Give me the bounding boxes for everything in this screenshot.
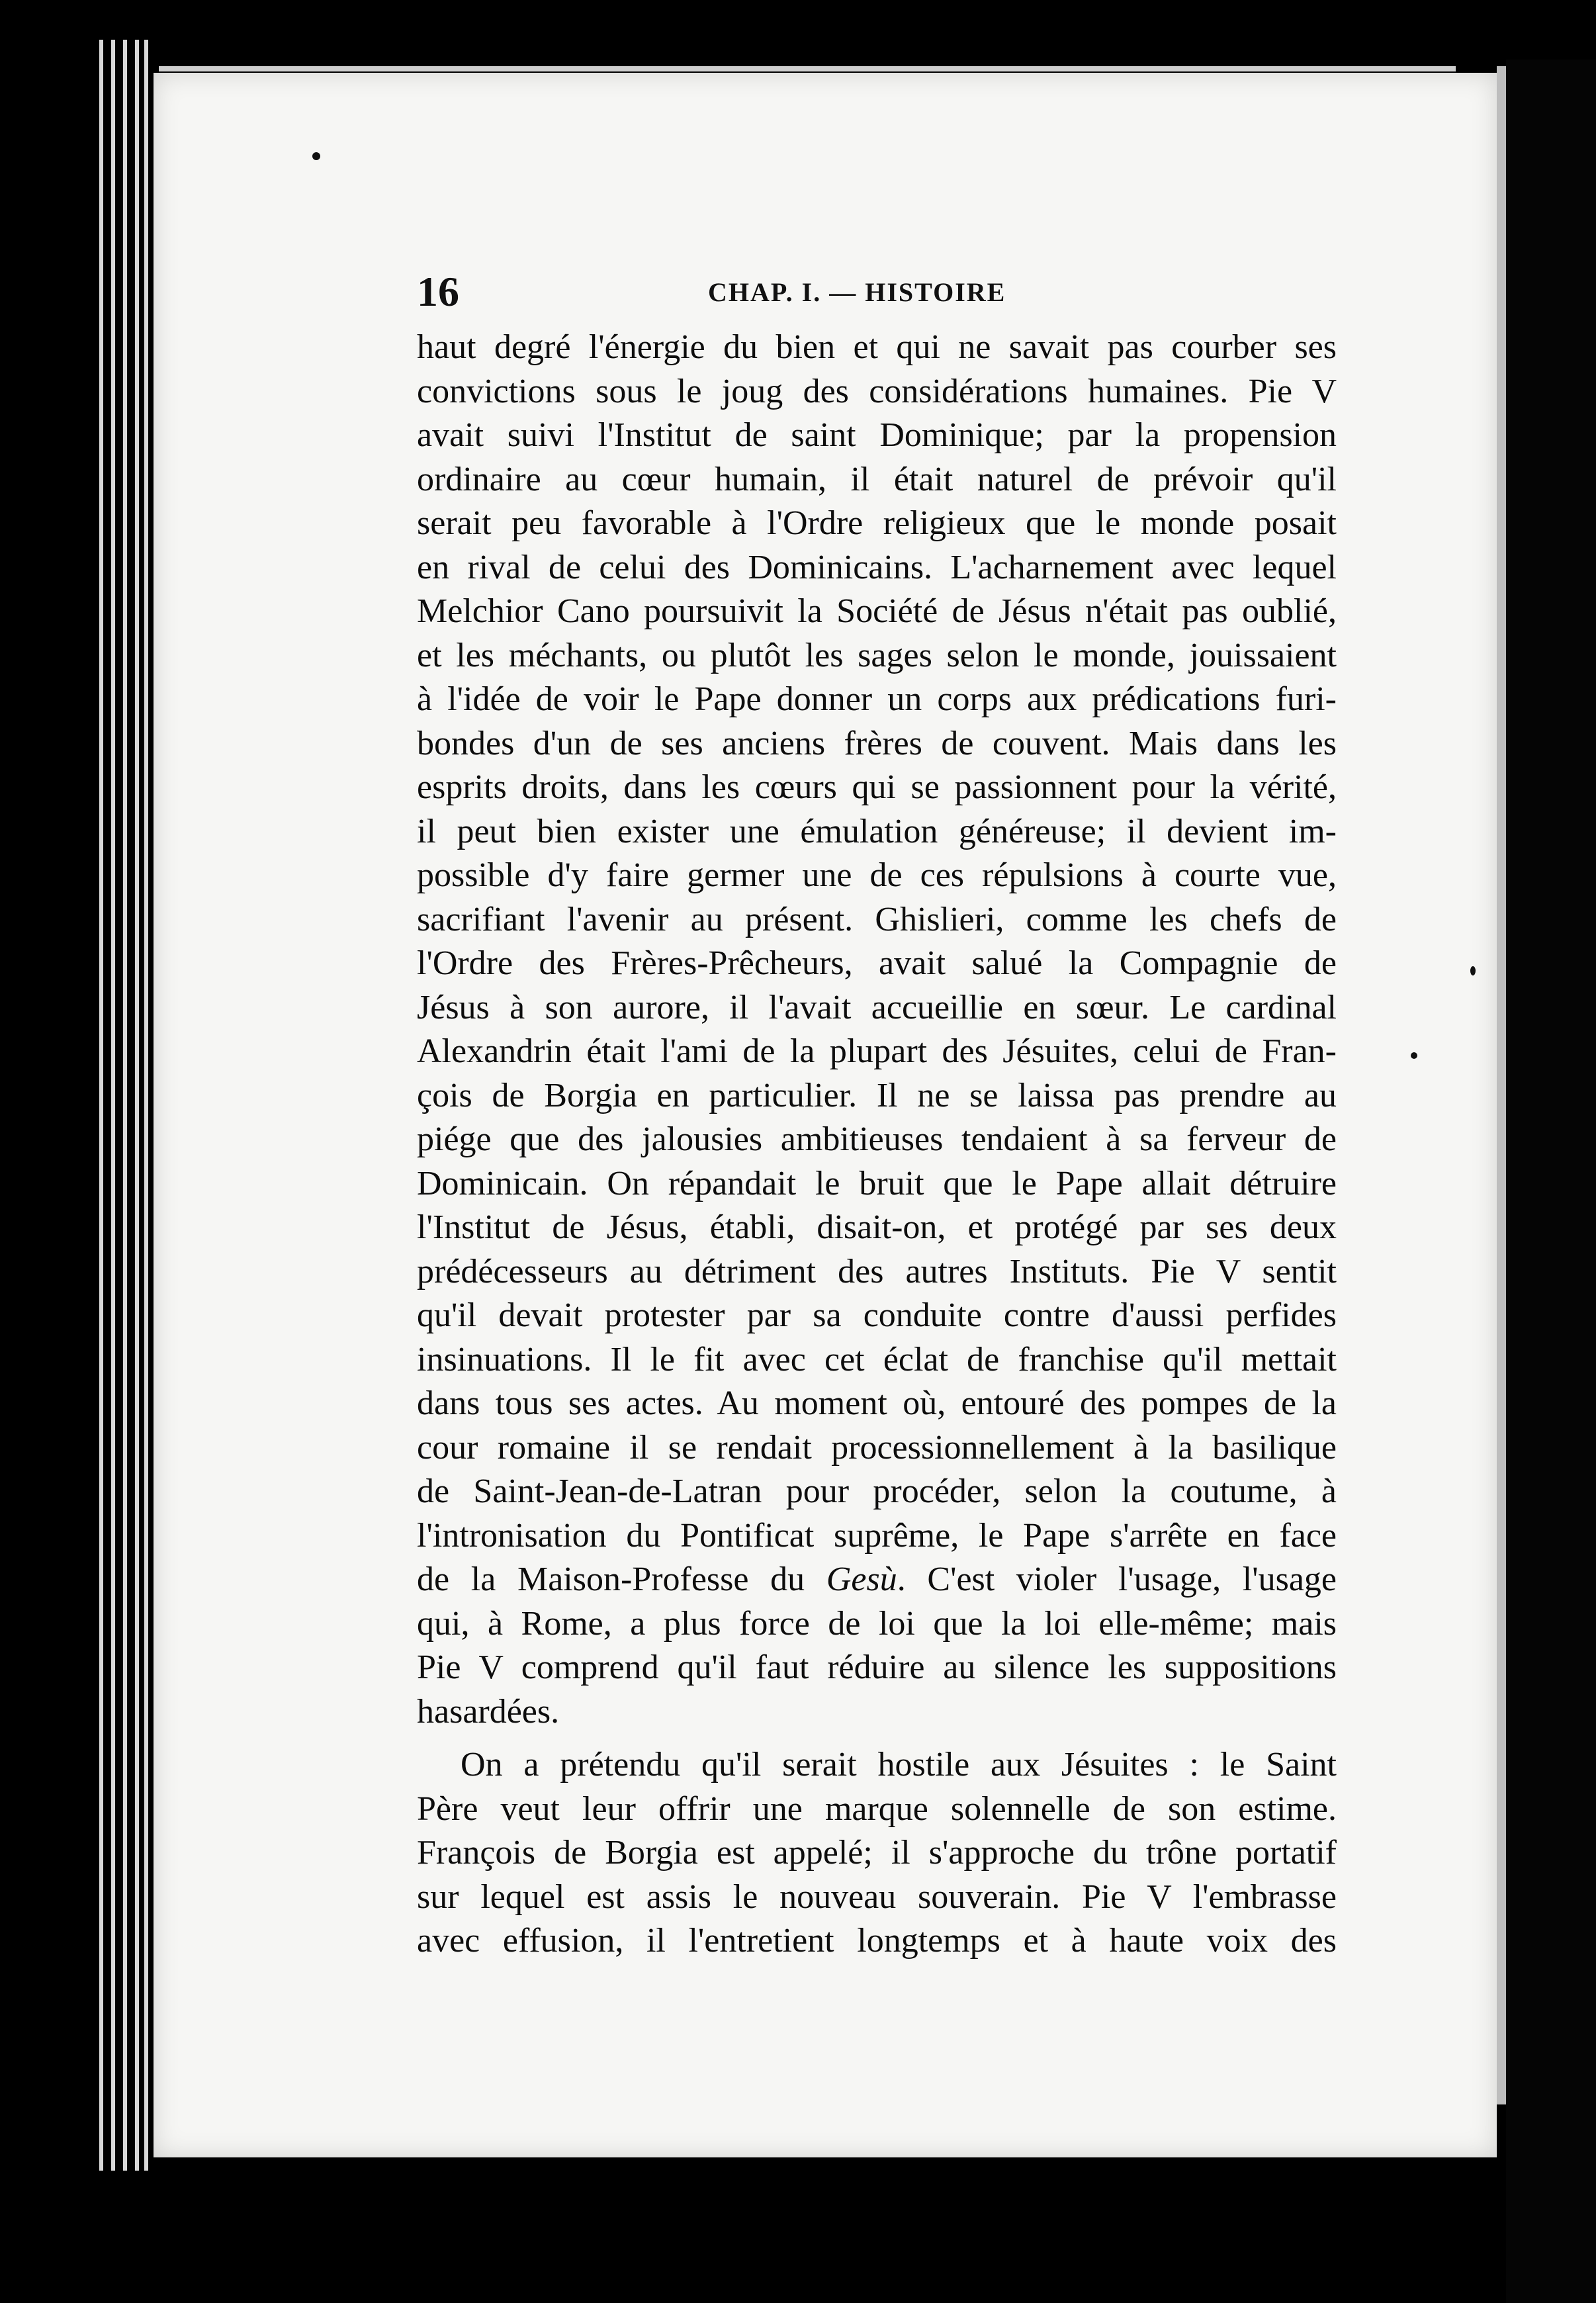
text-line: qui, à Rome, a plus force de loi que la loi elle-même; mais [417, 1604, 1337, 1643]
right-page-edge [1497, 66, 1506, 2104]
text-line: Alexandrin était l'ami de la plupart des Jésuites, celui de Fran- [417, 1032, 1337, 1070]
text-line: esprits droits, dans les cœurs qui se passionnent pour la vérité, [417, 768, 1337, 806]
text-line: çois de Borgia en particulier. Il ne se laissa pas prendre au [417, 1076, 1337, 1114]
text-line: Dominicain. On répandait le bruit que le Pape allait détruire [417, 1164, 1337, 1202]
running-head: CHAP. I. — HISTOIRE [708, 277, 1006, 307]
text-line: de Saint-Jean-de-Latran pour procéder, selon la coutume, à [417, 1472, 1337, 1510]
text-line: l'Ordre des Frères-Prêcheurs, avait salué la Compagnie de [417, 944, 1337, 982]
text-line: à l'idée de voir le Pape donner un corps aux prédications furi- [417, 680, 1337, 718]
text-line: dans tous ses actes. Au moment où, entouré des pompes de la [417, 1384, 1337, 1422]
text-line: cour romaine il se rendait processionnellement à la basilique [417, 1428, 1337, 1467]
text-line: convictions sous le joug des considérations humaines. Pie V [417, 372, 1337, 410]
paragraph-gap [417, 1734, 1337, 1743]
text-line: hasardées. [417, 1692, 560, 1731]
page-edge [144, 40, 148, 2171]
page-edge [135, 40, 139, 2171]
right-dark-margin [1506, 60, 1596, 2303]
text-line: possible d'y faire germer une de ces répulsions à courte vue, [417, 856, 1337, 894]
text-line: qu'il devait protester par sa conduite contre d'aussi perfides [417, 1296, 1337, 1334]
text-line: prédécesseurs au détriment des autres Instituts. Pie V sentit [417, 1252, 1337, 1290]
text-line: sur lequel est assis le nouveau souverain. Pie V l'embrasse [417, 1877, 1337, 1916]
body-text [417, 326, 1337, 1964]
ink-speck [312, 152, 320, 160]
ink-speck [1411, 1052, 1417, 1059]
text-line: Jésus à son aurore, il l'avait accueillie en sœur. Le cardinal [417, 988, 1337, 1026]
text-line: avait suivi l'Institut de saint Dominique; par la propension [417, 416, 1337, 454]
text-line: François de Borgia est appelé; il s'approche du trône portatif [417, 1834, 1337, 1872]
italic-word: Gesù [826, 1560, 897, 1598]
text-line: avec effusion, il l'entretient longtemps et à haute voix des [417, 1922, 1337, 1960]
text-fragment: de la Maison-Professe du [417, 1560, 826, 1598]
page-edge [111, 40, 115, 2171]
page-edge [99, 40, 103, 2171]
text-line: ordinaire au cœur humain, il était naturel de prévoir qu'il [417, 460, 1337, 498]
text-line: serait peu favorable à l'Ordre religieux que le monde posait [417, 504, 1337, 542]
text-line: Melchior Cano poursuivit la Société de Jésus n'était pas oublié, [417, 592, 1337, 630]
text-line: et les méchants, ou plutôt les sages selon le monde, jouissaient [417, 636, 1337, 674]
page-edge [123, 40, 127, 2171]
text-line-gesu [417, 1558, 1337, 1602]
text-line: il peut bien exister une émulation généreuse; il devient im- [417, 812, 1337, 850]
text-line: piége que des jalousies ambitieuses tendaient à sa ferveur de [417, 1120, 1337, 1158]
text-line: On a prétendu qu'il serait hostile aux Jésuites : le Saint [461, 1746, 1337, 1784]
page-top-edge [159, 66, 1456, 71]
text-line: haut degré l'énergie du bien et qui ne savait pas courber ses [417, 328, 1337, 366]
text-line: l'intronisation du Pontificat suprême, le Pape s'arrête en face [417, 1516, 1337, 1555]
text-line: Père veut leur offrir une marque solennelle de son estime. [417, 1789, 1337, 1828]
text-line: en rival de celui des Dominicains. L'acharnement avec lequel [417, 548, 1337, 586]
page-number: 16 [417, 268, 459, 315]
text-line: Pie V comprend qu'il faut réduire au silence les suppositions [417, 1648, 1337, 1686]
text-line: bondes d'un de ses anciens frères de couvent. Mais dans les [417, 724, 1337, 762]
text-line: l'Institut de Jésus, établi, disait-on, et protégé par ses deux [417, 1208, 1337, 1246]
ink-speck [1470, 966, 1476, 975]
text-line: sacrifiant l'avenir au présent. Ghislieri, comme les chefs de [417, 900, 1337, 938]
text-line: insinuations. Il le fit avec cet éclat de franchise qu'il mettait [417, 1340, 1337, 1378]
text-fragment: . C'est violer l'usage, l'usage [897, 1560, 1337, 1598]
